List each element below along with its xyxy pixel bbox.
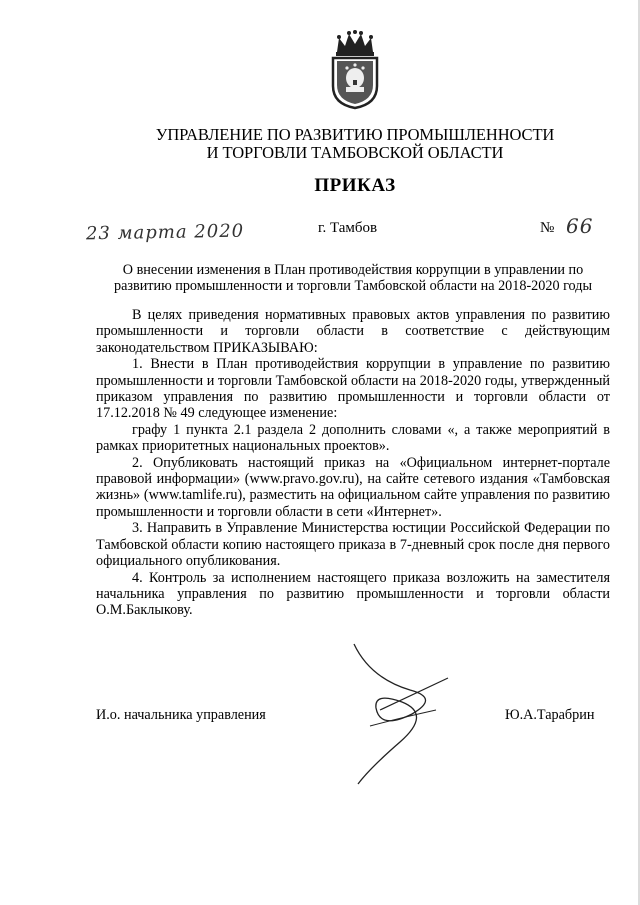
handwritten-date: 23 марта 2020 [85,220,245,245]
number-label: № [540,220,555,236]
signatory-title: И.о. начальника управления [96,707,266,723]
signatory-name: Ю.А.Тарабрин [505,707,595,723]
order-subject: О внесении изменения в План противодействия коррупции в управлении по развитию промышленности и торговли Тамбовской области на 2018-2020 годы [114,262,592,294]
body-paragraph-2: 2. Опубликовать настоящий приказ на «Официальном интернет-портале правовой информации» (www.pravo.gov.ru), на сайте сетевого издания «Тамбовская жизнь» (www.tamlife.ru), разместить на официальном сайте управления по развитию промышленности и торговли области в сети «Интернет». [96,454,610,520]
handwritten-signature-icon [340,638,460,788]
body-paragraph-intro: В целях приведения нормативных правовых актов управления по развитию промышленности и торговли области в соответствие с действующим законодательством ПРИКАЗЫВАЮ: [96,307,610,356]
handwritten-number: 66 [566,214,594,238]
body-paragraph-4: 4. Контроль за исполнением настоящего приказа возложить на заместителя начальника управления по развитию промышленности и торговли области О.М.Баклыкову. [96,569,610,619]
body-paragraph-1: 1. Внести в План противодействия коррупции в управление по развитию промышленности и торговли Тамбовской области на 2018-2020 годы, утвержденный приказом управления по развитию промышленности и торговли области от 17.12.2018 № 49 следующее изменение: [96,356,610,422]
body-paragraph-1-amendment: графу 1 пункта 2.1 раздела 2 дополнить словами «, а также мероприятий в рамках приоритетных национальных проектов». [96,421,610,455]
city-label: г. Тамбов [318,220,378,236]
tambov-coat-of-arms-icon [327,30,383,110]
body-paragraph-3: 3. Направить в Управление Министерства юстиции Российской Федерации по Тамбовской области копию настоящего приказа в 7-дневный срок после дня первого официального опубликования. [96,520,610,570]
document-type-title: ПРИКАЗ [314,175,396,196]
org-name-line2: И ТОРГОВЛИ ТАМБОВСКОЙ ОБЛАСТИ [206,143,504,162]
order-body [96,307,610,619]
org-name-line1: УПРАВЛЕНИЕ ПО РАЗВИТИЮ ПРОМЫШЛЕННОСТИ [155,125,555,144]
